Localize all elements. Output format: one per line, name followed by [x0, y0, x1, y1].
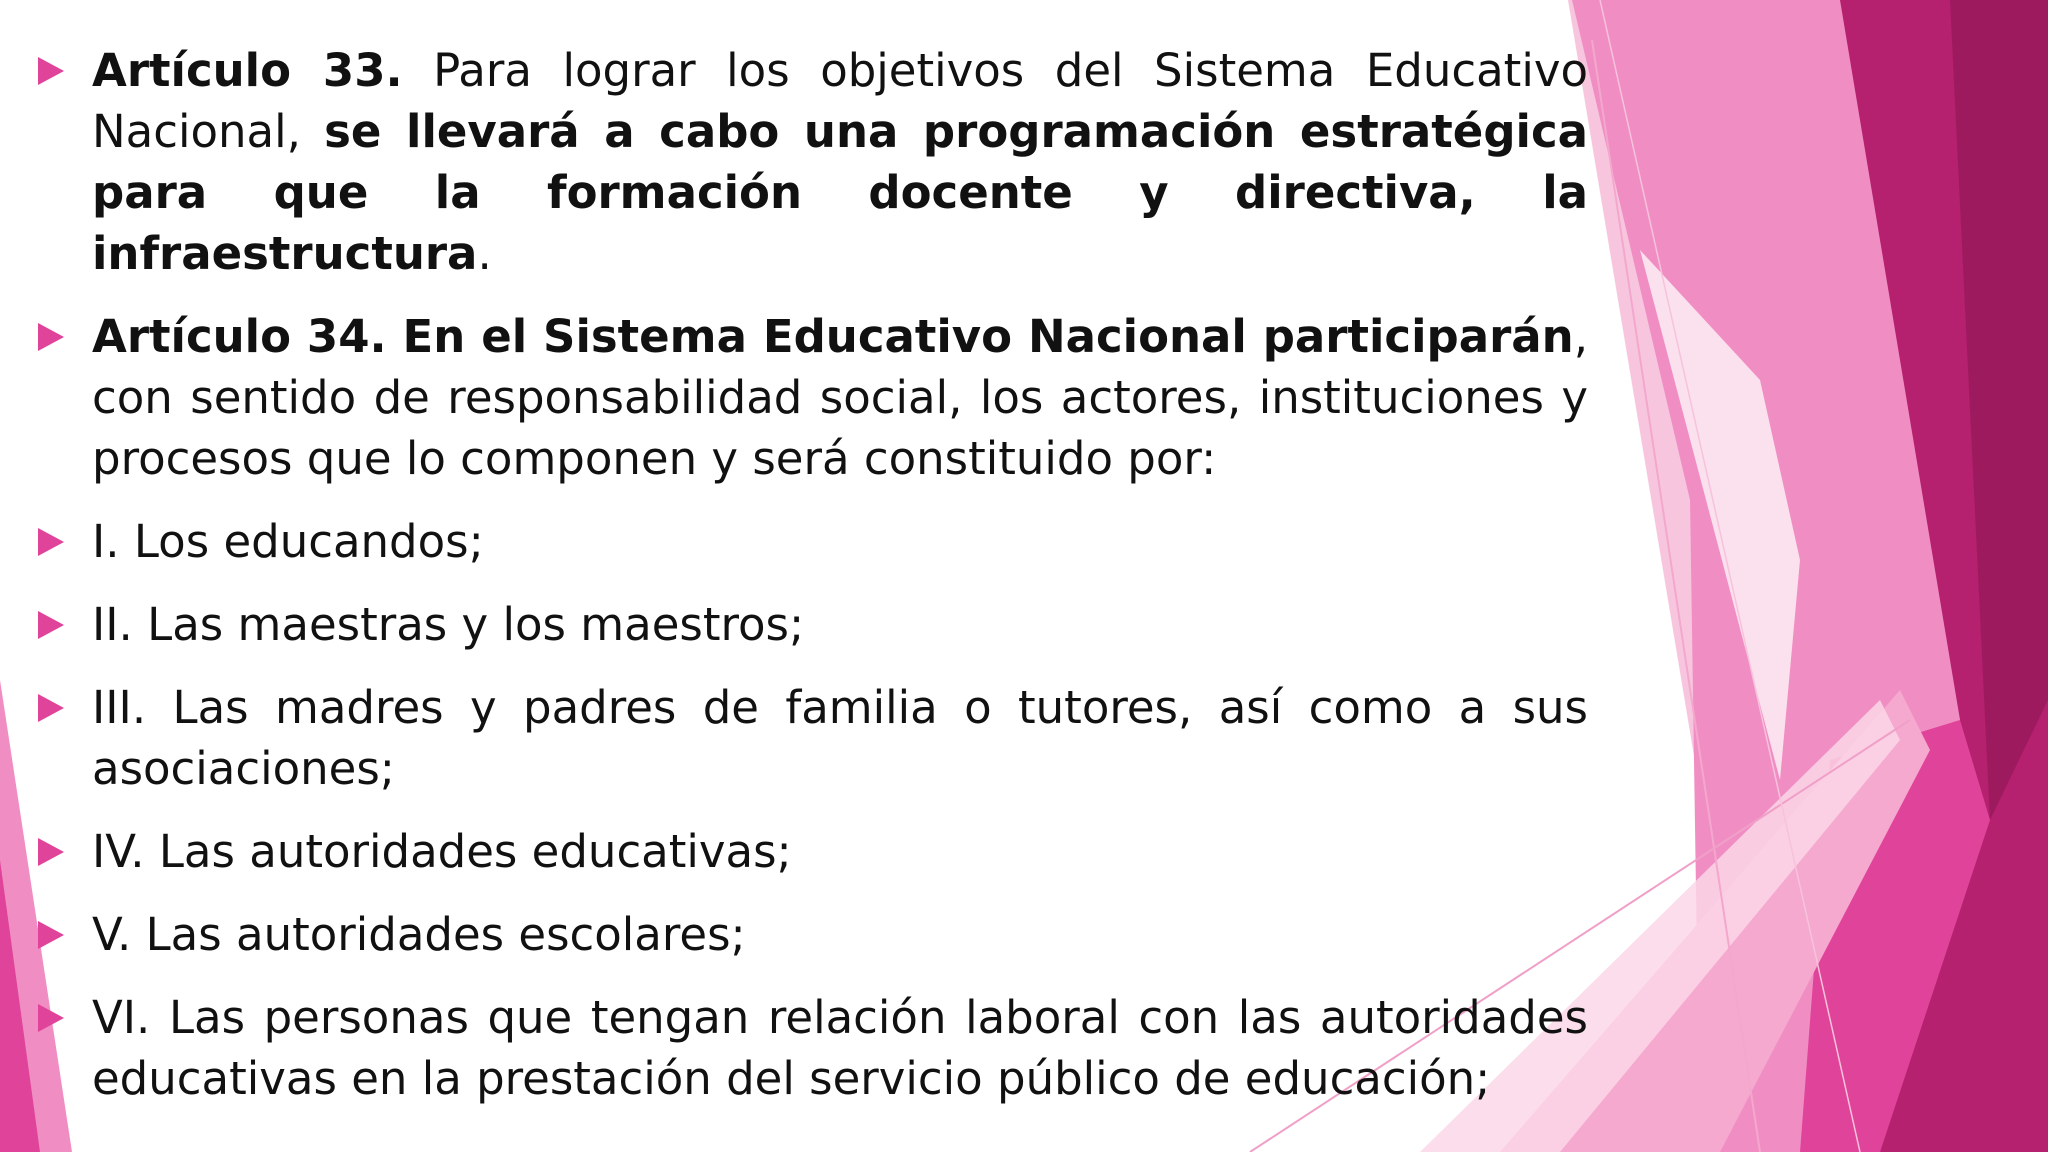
body-text: I. Los educandos;	[92, 515, 484, 568]
bullet-item	[36, 821, 1588, 882]
body-text: V. Las autoridades escolares;	[92, 908, 746, 961]
bullet-item	[36, 987, 1588, 1109]
triangle-right-icon	[38, 323, 64, 351]
bullet-item	[36, 511, 1588, 572]
body-text: VI. Las personas que tengan relación laboral con las autoridades educativas en la prestación del servicio público de educación;	[92, 991, 1588, 1105]
triangle-right-icon	[38, 1004, 64, 1032]
bullet-item	[36, 306, 1588, 489]
bullet-item	[36, 594, 1588, 655]
triangle-right-icon	[38, 528, 64, 556]
bold-text: Artículo 34. En el Sistema Educativo Nacional participarán	[92, 310, 1574, 363]
bullet-list	[36, 40, 1588, 1109]
triangle-right-icon	[38, 921, 64, 949]
bullet-item	[36, 677, 1588, 799]
body-text: , con sentido de responsabilidad social, los actores, instituciones y procesos que lo componen y será constituido por:	[92, 310, 1588, 485]
triangle-right-icon	[38, 694, 64, 722]
body-text: III. Las madres y padres de familia o tutores, así como a sus asociaciones;	[92, 681, 1588, 795]
body-text: II. Las maestras y los maestros;	[92, 598, 805, 651]
triangle-right-icon	[38, 838, 64, 866]
triangle-right-icon	[38, 611, 64, 639]
triangle-right-icon	[38, 57, 64, 85]
body-text: Para lograr los objetivos del Sistema Educativo Nacional,	[92, 44, 1588, 158]
body-text: .	[477, 227, 492, 280]
body-text: IV. Las autoridades educativas;	[92, 825, 792, 878]
bullet-item	[36, 40, 1588, 284]
bullet-item	[36, 904, 1588, 965]
bold-text: Artículo 33.	[92, 44, 403, 97]
bold-text: se llevará a cabo una programación estratégica para que la formación docente y directiva, la infraestructura	[92, 105, 1588, 280]
